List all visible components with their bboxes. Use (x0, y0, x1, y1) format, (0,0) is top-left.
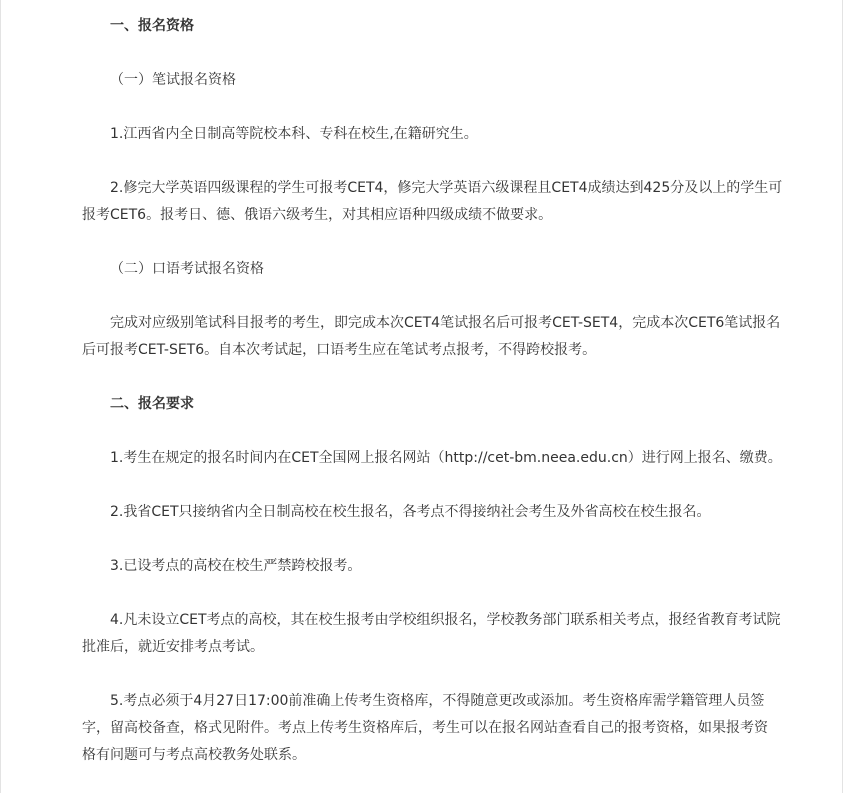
paragraph-eligibility-1: 1.江西省内全日制高等院校本科、专科在校生,在籍研究生。 (110, 126, 478, 142)
subheading-written-exam: （一）笔试报名资格 (110, 72, 236, 88)
subheading-oral-exam: （二）口语考试报名资格 (110, 261, 264, 277)
section-heading-eligibility: 一、报名资格 (110, 18, 194, 34)
paragraph-oral-line2: 后可报考CET-SET6。自本次考试起，口语考生应在笔试考点报考，不得跨校报考。 (82, 342, 597, 358)
paragraph-eligibility-2-line1: 2.修完大学英语四级课程的学生可报考CET4，修完大学英语六级课程且CET4成绩达到425分及以上的学生可 (110, 180, 783, 196)
paragraph-requirement-2: 2.我省CET只接纳省内全日制高校在校生报名，各考点不得接纳社会考生及外省高校在校生报名。 (110, 504, 711, 520)
paragraph-requirement-5-line2: 字，留高校备查，格式见附件。考点上传考生资格库后，考生可以在报名网站查看自己的报考资格，如果报考资 (82, 720, 768, 736)
paragraph-requirement-4-line1: 4.凡未设立CET考点的高校，其在校生报考由学校组织报名，学校教务部门联系相关考点，报经省教育考试院 (110, 612, 781, 628)
paragraph-oral-line1: 完成对应级别笔试科目报考的考生，即完成本次CET4笔试报名后可报考CET-SET4，完成本次CET6笔试报名 (110, 315, 781, 331)
paragraph-requirement-5-line1: 5.考点必须于4月27日17:00前准确上传考生资格库，不得随意更改或添加。考生资格库需学籍管理人员签 (110, 693, 765, 709)
paragraph-requirement-1: 1.考生在规定的报名时间内在CET全国网上报名网站（http://cet-bm.neea.edu.cn）进行网上报名、缴费。 (110, 450, 782, 466)
section-heading-requirements: 二、报名要求 (110, 396, 194, 412)
paragraph-requirement-4-line2: 批准后，就近安排考点考试。 (82, 639, 264, 655)
paragraph-eligibility-2-line2: 报考CET6。报考日、德、俄语六级考生，对其相应语种四级成绩不做要求。 (82, 207, 553, 223)
paragraph-requirement-5-line3: 格有问题可与考点高校教务处联系。 (82, 747, 306, 763)
paragraph-requirement-3: 3.已设考点的高校在校生严禁跨校报考。 (110, 558, 362, 574)
